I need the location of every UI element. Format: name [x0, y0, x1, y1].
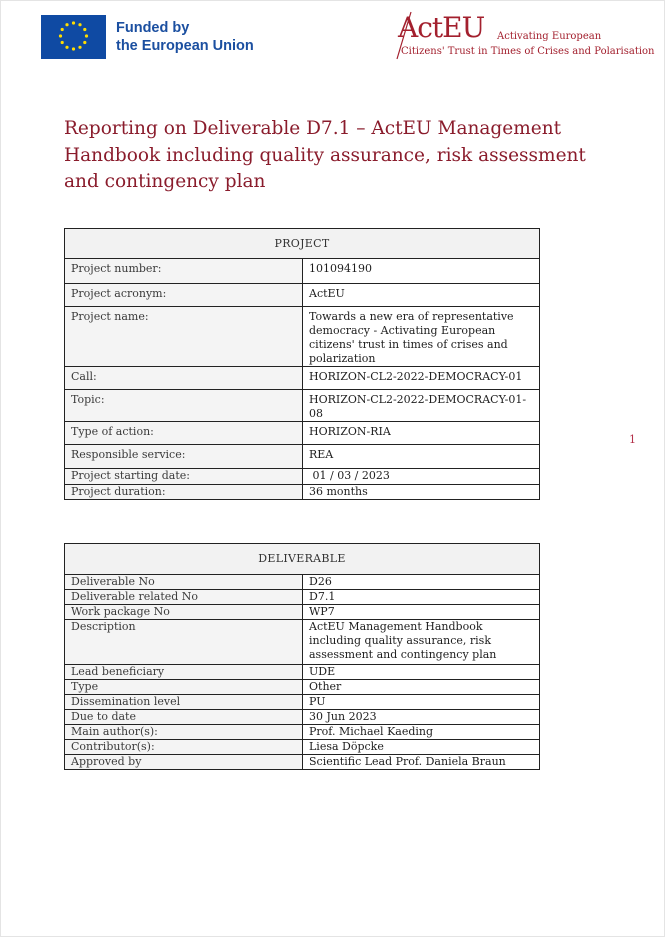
table-row: [65, 680, 540, 695]
eu-flag-icon: [41, 15, 106, 59]
row-label: Deliverable related No: [65, 590, 303, 605]
row-label: Due to date: [65, 710, 303, 725]
row-label: Approved by: [65, 755, 303, 770]
row-value: D7.1: [303, 590, 540, 605]
table-row: [65, 710, 540, 725]
table-row: [65, 755, 540, 770]
row-label: Project starting date:: [65, 469, 303, 485]
table-row: [65, 590, 540, 605]
table-row: [65, 307, 540, 367]
table-row: [65, 740, 540, 755]
row-value: Prof. Michael Kaeding: [303, 725, 540, 740]
table-row: [65, 445, 540, 469]
row-value: 30 Jun 2023: [303, 710, 540, 725]
row-value: 36 months: [303, 485, 540, 500]
row-label: Deliverable No: [65, 575, 303, 590]
row-label: Call:: [65, 367, 303, 390]
row-value: Towards a new era of representative democracy - Activating European citizens' trust in times of crises and polarization: [303, 307, 540, 367]
eu-funding-text: [116, 19, 254, 55]
row-label: Work package No: [65, 605, 303, 620]
table-row: [65, 605, 540, 620]
table-row: [65, 485, 540, 500]
row-label: Project acronym:: [65, 284, 303, 307]
document-title: Reporting on Deliverable D7.1 – ActEU Management Handbook including quality assurance, risk assessment and contingency plan: [64, 118, 586, 192]
row-value: 101094190: [303, 259, 540, 284]
table-row: [65, 390, 540, 422]
row-label: Project duration:: [65, 485, 303, 500]
eu-funding-line1: Funded by: [116, 20, 190, 36]
row-label: Lead beneficiary: [65, 665, 303, 680]
row-value: Liesa Döpcke: [303, 740, 540, 755]
row-label: Main author(s):: [65, 725, 303, 740]
row-label: Description: [65, 620, 303, 665]
project-table-header-row: [65, 229, 540, 259]
acteu-tagline-line2: Citizens' Trust in Times of Crises and Polarisation: [401, 46, 655, 57]
table-row: [65, 259, 540, 284]
row-value: REA: [303, 445, 540, 469]
table-row: [65, 695, 540, 710]
eu-funding-logo: [41, 15, 254, 59]
table-row: [65, 422, 540, 445]
row-value: HORIZON-RIA: [303, 422, 540, 445]
row-value: D26: [303, 575, 540, 590]
row-value: 01 / 03 / 2023: [303, 469, 540, 485]
deliverable-table-header-row: [65, 544, 540, 575]
row-label: Contributor(s):: [65, 740, 303, 755]
row-label: Project name:: [65, 307, 303, 367]
row-value: Scientific Lead Prof. Daniela Braun: [303, 755, 540, 770]
table-row: [65, 367, 540, 390]
row-value: Other: [303, 680, 540, 695]
row-label: Project number:: [65, 259, 303, 284]
eu-funding-line2: the European Union: [116, 38, 254, 54]
page-number: 1: [629, 433, 636, 446]
table-row: [65, 725, 540, 740]
table-row: [65, 469, 540, 485]
deliverable-table-heading: DELIVERABLE: [65, 544, 540, 575]
row-value: UDE: [303, 665, 540, 680]
table-row: [65, 284, 540, 307]
deliverable-table: [64, 543, 540, 770]
row-label: Dissemination level: [65, 695, 303, 710]
acteu-wordmark: ActEU: [398, 11, 485, 44]
row-value: WP7: [303, 605, 540, 620]
project-table-heading: PROJECT: [65, 229, 540, 259]
acteu-logo: [393, 11, 655, 61]
row-label: Type: [65, 680, 303, 695]
row-label: Responsible service:: [65, 445, 303, 469]
row-label: Topic:: [65, 390, 303, 422]
row-label: Type of action:: [65, 422, 303, 445]
project-table: [64, 228, 540, 500]
row-value: HORIZON-CL2-2022-DEMOCRACY-01-08: [303, 390, 540, 422]
row-value: ActEU Management Handbook including quality assurance, risk assessment and contingency plan: [303, 620, 540, 665]
row-value: HORIZON-CL2-2022-DEMOCRACY-01: [303, 367, 540, 390]
table-row: [65, 665, 540, 680]
acteu-tagline-line1: Activating European: [497, 31, 602, 42]
row-value: ActEU: [303, 284, 540, 307]
table-row: [65, 575, 540, 590]
table-row: [65, 620, 540, 665]
row-value: PU: [303, 695, 540, 710]
